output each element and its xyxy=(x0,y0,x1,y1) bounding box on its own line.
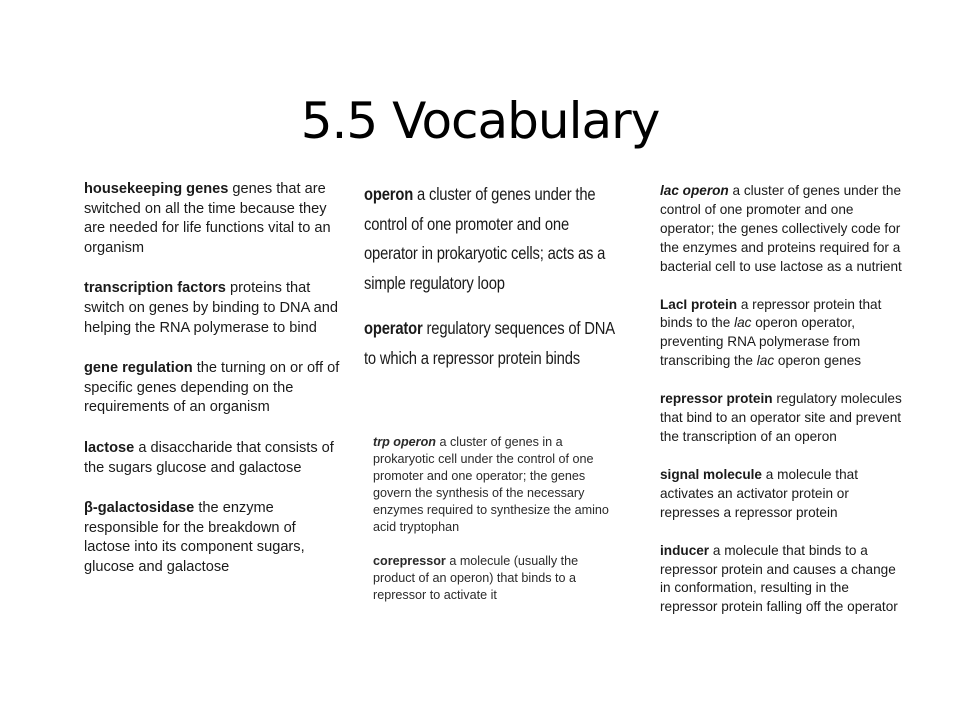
vocab-entry-signal-molecule xyxy=(660,466,910,523)
vocab-column-2-top xyxy=(364,180,618,390)
vocab-term: housekeeping genes xyxy=(84,181,229,197)
vocab-entry-corepressor xyxy=(373,553,615,604)
vocab-definition: genes that are switched on all the time because they are needed for life functions vital to an organism xyxy=(84,181,331,256)
vocab-definition: the enzyme responsible for the breakdown of lactose into its component sugars, glucose and galactose xyxy=(84,500,305,575)
vocab-definition: operon genes xyxy=(777,353,862,369)
vocab-entry-operon xyxy=(364,180,619,298)
vocab-term: corepressor xyxy=(373,554,446,568)
vocab-term: LacI protein xyxy=(660,296,738,312)
slide-title: 5.5 Vocabulary xyxy=(300,91,660,150)
vocab-entry-trp-operon xyxy=(373,434,615,536)
vocab-definition: a molecule that activates an activator protein or represses a repressor protein xyxy=(660,466,858,520)
vocab-entry-repressor-protein xyxy=(660,390,910,447)
vocab-term: repressor protein xyxy=(660,391,773,407)
vocab-term: transcription factors xyxy=(84,280,226,297)
vocab-entry-transcription-factors xyxy=(84,279,346,338)
vocab-column-3 xyxy=(660,182,910,636)
vocab-entry-laci-protein xyxy=(660,296,910,372)
vocab-definition: the turning on or off of specific genes depending on the requirements of an organism xyxy=(84,360,340,416)
vocab-entry-inducer xyxy=(660,542,910,618)
vocab-definition: proteins that switch on genes by binding to DNA and helping the RNA polymerase to bind xyxy=(84,280,338,336)
vocab-term: trp operon xyxy=(373,435,436,449)
vocab-definition: a disaccharide that consists of the sugars glucose and galactose xyxy=(84,439,334,476)
vocab-definition: a molecule that binds to a repressor protein and causes a change in conformation, resulting in the repressor protein falling off the operator xyxy=(660,542,898,615)
vocab-column-2-bottom xyxy=(373,434,615,621)
vocab-definition: regulatory molecules that bind to an operator site and prevent the transcription of an operon xyxy=(660,391,902,444)
vocab-definition-italic: lac xyxy=(756,353,775,369)
vocab-definition-italic: lac xyxy=(734,315,752,331)
vocab-term: inducer xyxy=(660,542,710,558)
vocab-definition: operon operator, preventing RNA polymerase from transcribing the xyxy=(660,315,861,369)
vocab-entry-beta-galactosidase xyxy=(84,499,346,577)
vocab-term: β-galactosidase xyxy=(84,500,195,517)
vocab-definition: a cluster of genes in a prokaryotic cell under the control of one promoter and one operator; the genes govern the synthesis of the necessary enzymes required to synthesize the amino acid tryptophan xyxy=(373,435,609,534)
vocab-entry-lac-operon xyxy=(660,182,910,277)
vocab-definition: a molecule (usually the product of an operon) that binds to a repressor to activate it xyxy=(373,554,579,602)
vocab-term: signal molecule xyxy=(660,466,762,482)
vocab-term: lactose xyxy=(84,439,135,456)
vocab-term: lac operon xyxy=(660,183,729,198)
vocab-definition: a repressor protein that binds to the xyxy=(660,296,882,331)
vocab-entry-lactose xyxy=(84,439,346,478)
vocab-entry-operator xyxy=(364,314,619,373)
vocab-definition: regulatory sequences of DNA to which a repressor protein binds xyxy=(364,318,615,368)
vocab-definition: a cluster of genes under the control of one promoter and one operator in prokaryotic cells; acts as a simple regulatory loop xyxy=(364,184,606,293)
vocab-term: operator xyxy=(364,318,423,339)
vocab-term: operon xyxy=(364,184,414,204)
vocab-definition: a cluster of genes under the control of one promoter and one operator; the genes collectively code for the enzymes and proteins required for a bacterial cell to use lactose as a nutrient xyxy=(660,183,902,274)
vocab-term: gene regulation xyxy=(84,360,193,377)
vocab-column-1 xyxy=(84,180,346,599)
vocab-entry-gene-regulation xyxy=(84,359,346,418)
vocab-entry-housekeeping-genes xyxy=(84,180,346,258)
